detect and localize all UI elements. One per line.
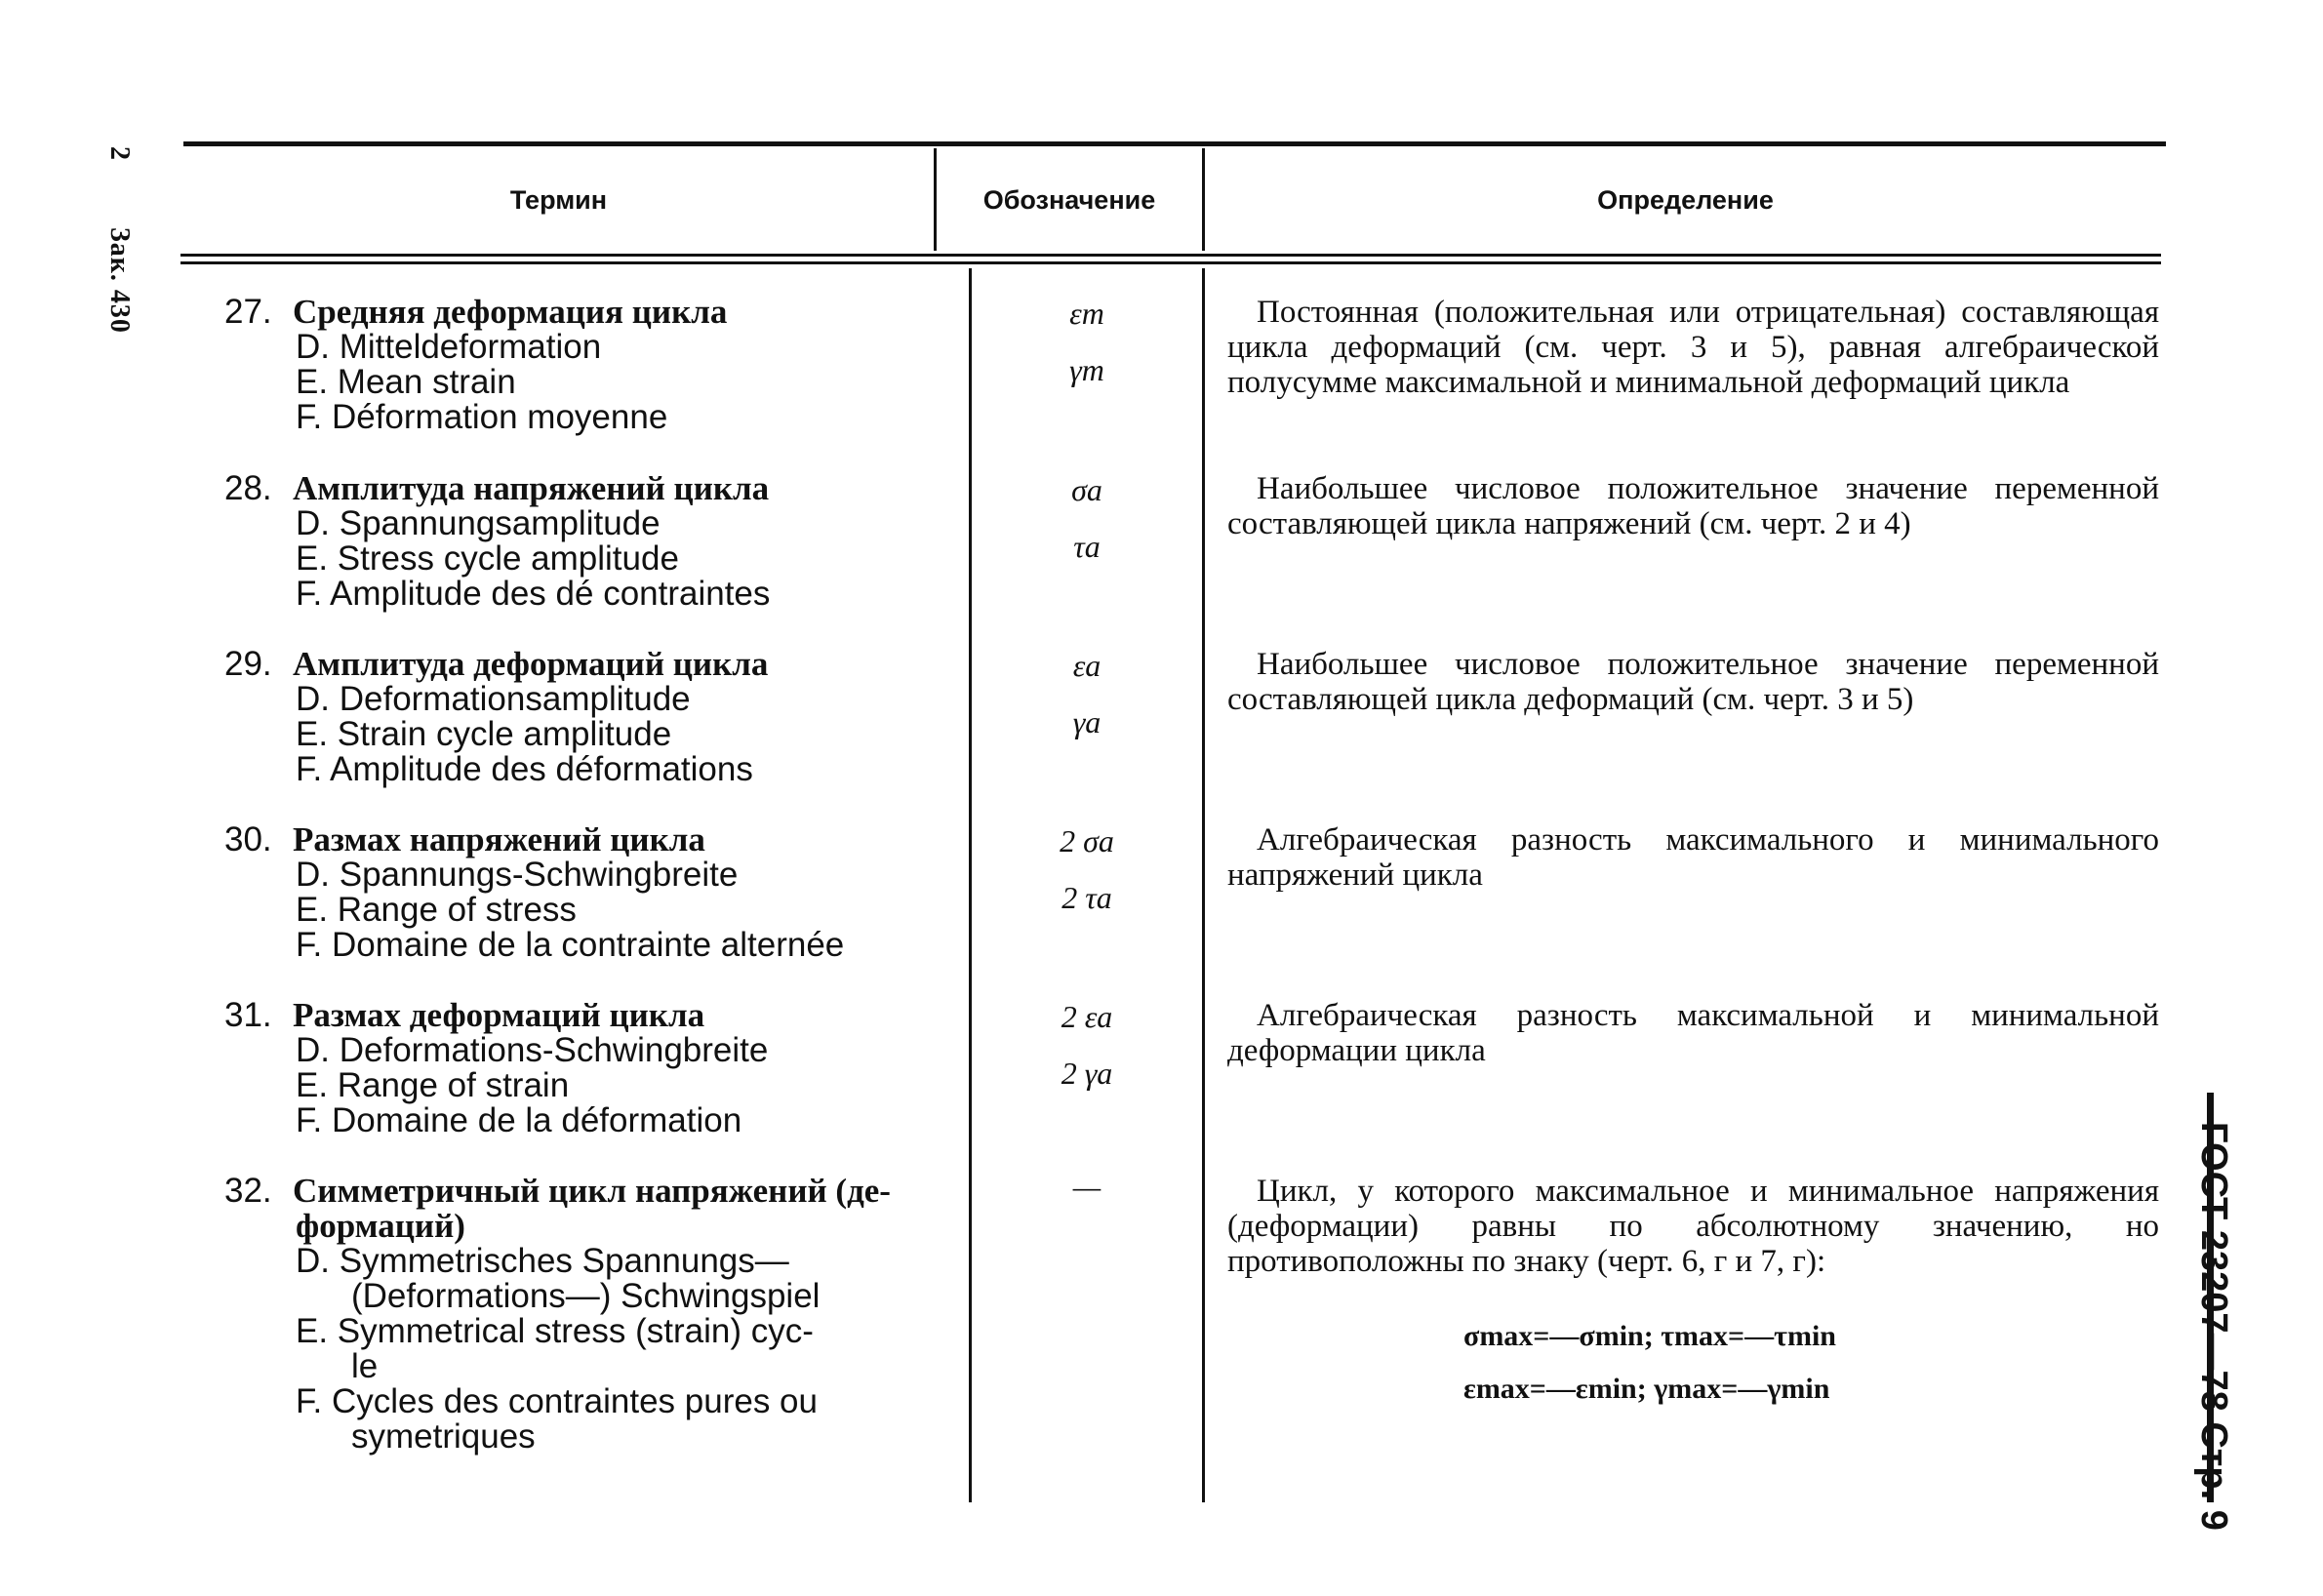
term-russian-continued: формаций)	[296, 1207, 465, 1245]
definition-cell	[1227, 471, 2159, 541]
definition-cell	[1227, 647, 2159, 717]
symbol-cell	[972, 988, 1202, 1101]
column-divider	[1202, 268, 1205, 1502]
header-term: Термин	[509, 185, 608, 215]
symbol: τa	[1073, 529, 1101, 564]
symbol: —	[1072, 1169, 1101, 1204]
term-french: F. Domaine de la contrainte alternée	[296, 926, 845, 964]
term-number: 27.	[224, 293, 272, 331]
definition-cell	[1227, 1174, 2159, 1279]
term-english: E. Range of strain	[296, 1066, 570, 1104]
term-french: F. Amplitude des dé contraintes	[296, 575, 771, 613]
symbol: γm	[1069, 352, 1104, 387]
term-number: 31.	[224, 996, 272, 1034]
definition-cell	[1227, 822, 2159, 893]
left-margin-note	[103, 146, 135, 392]
symbol: εm	[1069, 296, 1104, 331]
term-english: E. Strain cycle amplitude	[296, 715, 672, 753]
header-definition: Определение	[1597, 185, 1774, 215]
standard-page-label: ГОСТ 23207—78 Стр. 9	[2193, 1122, 2234, 1531]
definition-text: Алгебраическая разность максимальной и минимальной деформации цикла	[1227, 998, 2159, 1068]
definition-cell	[1227, 998, 2159, 1068]
term-german: D. Mitteldeformation	[296, 328, 602, 366]
definition-text: Алгебраическая разность максимального и минимального напряжений цикла	[1227, 822, 2159, 893]
term-number: 29.	[224, 645, 272, 683]
definition-text: Наибольшее числовое положительное значение переменной составляющей цикла напряжений (см. черт. 2 и 4)	[1227, 471, 2159, 541]
page-number-left: 2	[104, 146, 135, 161]
definition-text: Постоянная (положительная или отрицательная) составляющая цикла деформаций (см. черт. 3 и 5), равная алгебраической полусумме максимальной и минимальной деформаций цикла	[1227, 295, 2159, 400]
symbol: 2 εa	[1061, 999, 1113, 1034]
definition-cell	[1227, 295, 2159, 400]
symbol: 2 σa	[1060, 823, 1114, 858]
term-french-continued: symetriques	[351, 1417, 536, 1456]
term-german: D. Deformations-Schwingbreite	[296, 1031, 769, 1069]
symbol-cell	[972, 637, 1202, 750]
term-cell	[224, 1174, 912, 1455]
definition-text: Цикл, у которого максимальное и минимальное напряжения (деформации) равны по абсолютному значению, но противоположны по знаку (черт. 6, г и 7, г):	[1227, 1174, 2159, 1279]
term-number: 28.	[224, 469, 272, 507]
term-german: D. Spannungsamplitude	[296, 504, 661, 542]
header-rule	[180, 254, 2161, 257]
formula-block	[1463, 1310, 2049, 1416]
term-french: F. Amplitude des déformations	[296, 750, 753, 788]
symbol-cell	[972, 285, 1202, 398]
term-german: D. Symmetrisches Spannungs—	[296, 1242, 789, 1280]
term-russian: Амплитуда напряжений цикла	[293, 469, 770, 507]
header-symbol: Обозначение	[982, 185, 1156, 215]
symbol: 2 τa	[1061, 880, 1112, 915]
term-cell	[224, 998, 912, 1138]
term-german: D. Spannungs-Schwingbreite	[296, 856, 739, 894]
term-russian: Средняя деформация цикла	[293, 293, 728, 331]
term-german-continued: (Deformations—) Schwingspiel	[351, 1277, 821, 1315]
symbol-cell	[972, 1158, 1202, 1215]
term-number: 30.	[224, 820, 272, 858]
formula-strain: εmax=—εmin; γmax=—γmin	[1463, 1373, 1830, 1405]
definition-text: Наибольшее числовое положительное значение переменной составляющей цикла деформаций (см. черт. 3 и 5)	[1227, 647, 2159, 717]
symbol: σa	[1071, 472, 1102, 507]
term-russian: Амплитуда деформаций цикла	[293, 645, 769, 683]
term-french: F. Domaine de la déformation	[296, 1101, 742, 1139]
term-cell	[224, 471, 912, 612]
symbol: 2 γa	[1061, 1056, 1113, 1091]
term-cell	[224, 295, 912, 435]
header-rule-double	[180, 261, 2161, 264]
symbol: εa	[1072, 648, 1101, 683]
term-russian: Размах деформаций цикла	[293, 996, 705, 1034]
term-cell	[224, 822, 912, 963]
symbol-cell	[972, 813, 1202, 926]
term-english: E. Stress cycle amplitude	[296, 539, 679, 578]
term-russian: Симметричный цикл напряжений (де-	[293, 1172, 891, 1210]
term-french: F. Déformation moyenne	[296, 398, 668, 436]
term-english-continued: le	[351, 1347, 379, 1385]
order-number: Зак. 430	[104, 227, 135, 334]
term-number: 32.	[224, 1172, 272, 1210]
term-english: E. Mean strain	[296, 363, 516, 401]
term-cell	[224, 647, 912, 787]
term-english: E. Symmetrical stress (strain) cyc-	[296, 1312, 814, 1350]
formula-stress: σmax=—σmin; τmax=—τmin	[1463, 1320, 1836, 1352]
term-russian: Размах напряжений цикла	[293, 820, 705, 858]
term-german: D. Deformationsamplitude	[296, 680, 691, 718]
table-top-rule	[183, 141, 2166, 146]
symbol: γa	[1072, 704, 1101, 739]
symbol-cell	[972, 461, 1202, 575]
term-french: F. Cycles des contraintes pures ou	[296, 1382, 818, 1420]
term-english: E. Range of stress	[296, 891, 577, 929]
